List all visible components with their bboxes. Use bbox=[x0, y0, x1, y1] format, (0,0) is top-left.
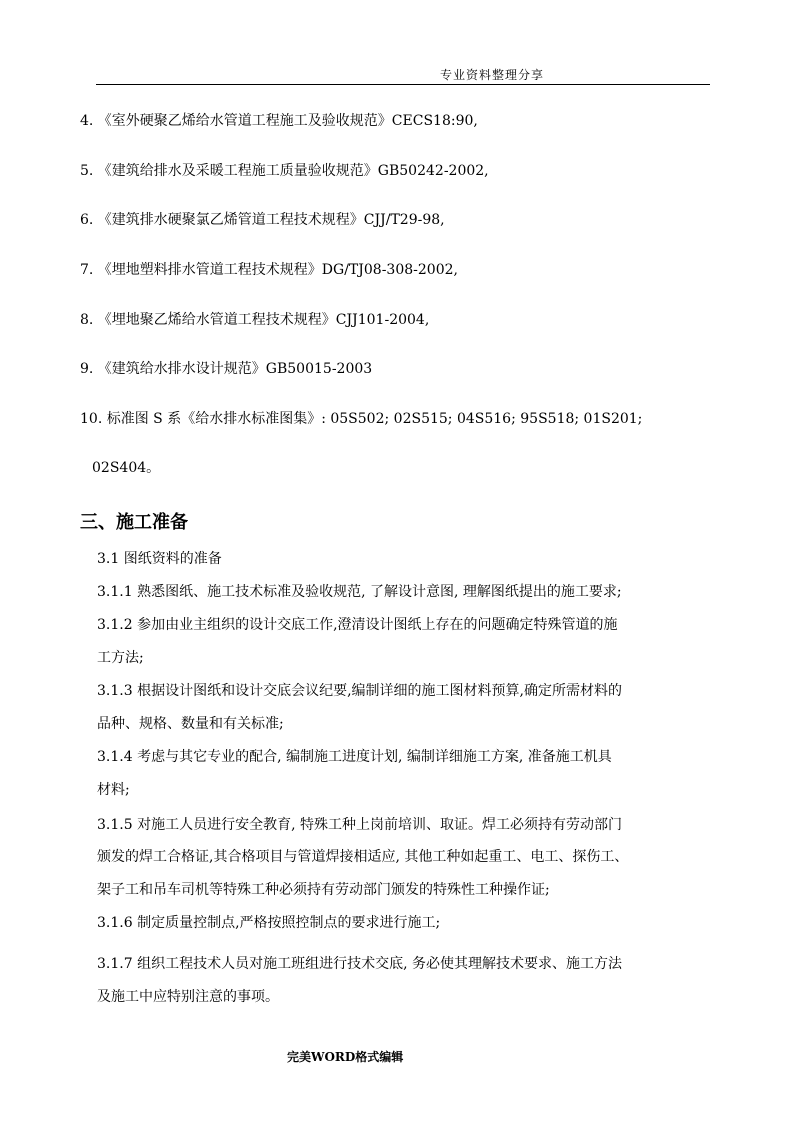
section-title: 三、施工准备 bbox=[80, 512, 188, 533]
paragraph-line: 3.1.2 参加由业主组织的设计交底工作,澄清设计图纸上存在的问题确定特殊管道的施 bbox=[97, 617, 618, 633]
paragraph-line: 3.1.6 制定质量控制点,严格按照控制点的要求进行施工; bbox=[97, 915, 441, 931]
paragraph-line: 材料; bbox=[97, 782, 130, 798]
paragraph-line: 颁发的焊工合格证,其合格项目与管道焊接相适应, 其他工种如起重工、电工、探伤工、 bbox=[97, 849, 629, 865]
reference-item: 7. 《埋地塑料排水管道工程技术规程》DG/TJ08-308-2002, bbox=[80, 262, 458, 278]
reference-item: 8. 《埋地聚乙烯给水管道工程技术规程》CJJ101-2004, bbox=[80, 312, 430, 328]
page-footer: 完美WORD格式编辑 bbox=[287, 1050, 404, 1064]
paragraph-line: 3.1.7 组织工程技术人员对施工班组进行技术交底, 务必使其理解技术要求、施工方法 bbox=[97, 956, 622, 972]
paragraph-line: 3.1.5 对施工人员进行安全教育, 特殊工种上岗前培训、取证。焊工必须持有劳动部门 bbox=[97, 817, 622, 833]
reference-item: 4. 《室外硬聚乙烯给水管道工程施工及验收规范》CECS18:90, bbox=[80, 113, 478, 129]
subsection-heading: 3.1 图纸资料的准备 bbox=[97, 551, 222, 567]
paragraph-line: 及施工中应特别注意的事项。 bbox=[97, 989, 279, 1005]
paragraph-line: 品种、规格、数量和有关标准; bbox=[97, 716, 284, 732]
reference-item: 10. 标准图 S 系《给水排水标准图集》: 05S502; 02S515; 04S516; 95S518; 01S201; bbox=[80, 411, 643, 427]
paragraph-line: 工方法; bbox=[97, 650, 144, 666]
reference-item: 5. 《建筑给排水及采暖工程施工质量验收规范》GB50242-2002, bbox=[80, 163, 489, 179]
reference-item: 9. 《建筑给水排水设计规范》GB50015-2003 bbox=[80, 361, 373, 377]
paragraph-line: 3.1.4 考虑与其它专业的配合, 编制施工进度计划, 编制详细施工方案, 准备施工机具 bbox=[97, 749, 612, 765]
paragraph-line: 3.1.1 熟悉图纸、施工技术标准及验收规范, 了解设计意图, 理解图纸提出的施工要求; bbox=[97, 584, 622, 600]
reference-continuation: 02S404。 bbox=[92, 460, 161, 476]
paragraph-line: 架子工和吊车司机等特殊工种必须持有劳动部门颁发的特殊性工种操作证; bbox=[97, 882, 550, 898]
page-header: 专业资料整理分享 bbox=[440, 68, 545, 82]
reference-item: 6. 《建筑排水硬聚氯乙烯管道工程技术规程》CJJ/T29-98, bbox=[80, 212, 445, 228]
paragraph-line: 3.1.3 根据设计图纸和设计交底会议纪要,编制详细的施工图材料预算,确定所需材料的 bbox=[97, 683, 622, 699]
header-rule bbox=[96, 84, 710, 85]
